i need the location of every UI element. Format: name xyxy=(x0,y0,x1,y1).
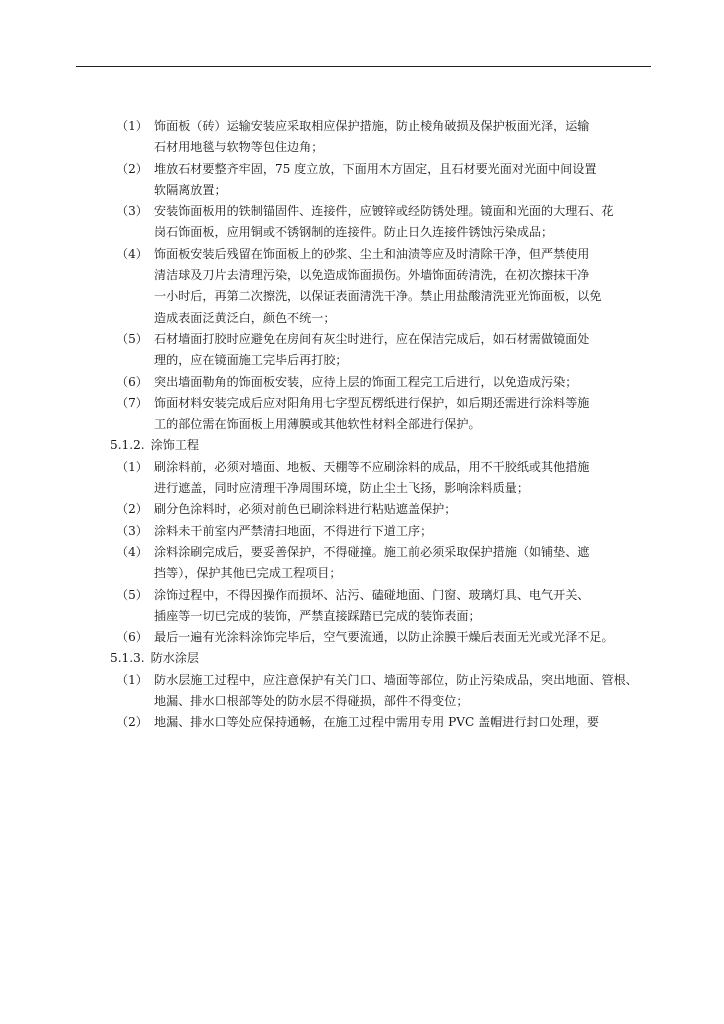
list-item xyxy=(110,329,650,372)
document-body xyxy=(110,116,650,734)
item-number: （7） xyxy=(116,395,148,410)
item-number: （3） xyxy=(116,523,148,538)
item-text-line: 地漏、排水口等处应保持通畅，在施工过程中需用专用 PVC 盖帽进行封口处理，要 xyxy=(154,715,600,730)
section-heading xyxy=(110,648,650,669)
list-item xyxy=(110,372,650,393)
item-text-line: 石材用地毯与软物等包住边角； xyxy=(154,140,324,155)
item-number: （5） xyxy=(116,587,148,602)
list-item xyxy=(110,499,650,520)
section-heading xyxy=(110,435,650,456)
item-number: （1） xyxy=(116,459,148,474)
item-text-line: 工的部位需在饰面板上用薄膜或其他软性材料全部进行保护。 xyxy=(154,417,481,432)
list-item xyxy=(110,393,650,436)
list-item xyxy=(110,116,650,159)
item-text-line: 石材墙面打胶时应避免在房间有灰尘时进行，应在保洁完成后，如石材需做镜面处 xyxy=(154,331,590,346)
item-number: （3） xyxy=(116,204,148,219)
item-text-line: 软隔离放置； xyxy=(154,182,227,197)
item-number: （1） xyxy=(116,672,148,687)
item-text-line: 挡等），保护其他已完成工程项目； xyxy=(154,566,342,581)
list-item xyxy=(110,457,650,500)
item-number: （5） xyxy=(116,331,148,346)
list-item xyxy=(110,521,650,542)
item-number: （1） xyxy=(116,119,148,133)
list-item xyxy=(110,542,650,585)
section-title: 防水涂层 xyxy=(150,651,200,666)
item-text-line: 安装饰面板用的铁制锚固件、连接件，应镀锌或经防锈处理。镜面和光面的大理石、花 xyxy=(154,204,614,219)
list-item xyxy=(110,244,650,329)
item-text-line: 饰面材料安装完成后应对阳角用七字型瓦楞纸进行保护，如后期还需进行涂料等施 xyxy=(154,395,590,410)
list-item xyxy=(110,201,650,244)
item-number: （2） xyxy=(116,161,148,176)
item-number: （6） xyxy=(116,630,148,645)
item-text-line: 一小时后，再第二次擦洗，以保证表面清洗干净。禁止用盐酸清洗亚光饰面板，以免 xyxy=(154,289,602,304)
item-text-line: 刷涂料前，必须对墙面、地板、天棚等不应刷涂料的成品，用不干胶纸或其他措施 xyxy=(154,459,590,474)
item-number: （2） xyxy=(116,715,148,730)
item-text-line: 造成表面泛黄泛白，颜色不统一； xyxy=(154,310,336,325)
item-text-line: 最后一遍有光涂料涂饰完毕后，空气要流通，以防止涂膜干燥后表面无光或光泽不足。 xyxy=(154,630,614,645)
item-text-line: 地漏、排水口根部等处的防水层不得碰损，部件不得变位； xyxy=(154,694,469,709)
list-item xyxy=(110,627,650,648)
item-text-line: 饰面板安装后残留在饰面板上的砂浆、尘土和油渍等应及时清除干净，但严禁使用 xyxy=(154,246,590,261)
list-item xyxy=(110,712,650,733)
section-title: 涂饰工程 xyxy=(150,438,200,453)
item-text-line: 清洁球及刀片去清理污染，以免造成饰面损伤。外墙饰面砖清洗，在初次擦抹干净 xyxy=(154,268,590,283)
item-text-line: 岗石饰面板，应用铜或不锈钢制的连接件。防止日久连接件锈蚀污染成品； xyxy=(154,225,554,240)
section-number: 5.1.2. xyxy=(110,438,145,453)
item-text-line: 插座等一切已完成的装饰，严禁直接踩踏已完成的装饰表面； xyxy=(154,608,481,623)
item-text-line: 进行遮盖，同时应清理干净周围环境，防止尘土飞扬，影响涂料质量； xyxy=(154,481,529,496)
item-number: （6） xyxy=(116,374,148,389)
item-number: （2） xyxy=(116,502,148,517)
item-text-line: 涂料涂刷完成后，要妥善保护，不得碰撞。施工前必须采取保护措施（如铺垫、遮 xyxy=(154,544,590,559)
item-number: （4） xyxy=(116,544,148,559)
section-number: 5.1.3. xyxy=(110,651,145,666)
item-text-line: 涂饰过程中，不得因操作而损坏、沾污、磕碰地面、门窗、玻璃灯具、电气开关、 xyxy=(154,587,590,602)
item-text-line: 理的，应在镜面施工完毕后再打胶； xyxy=(154,353,348,368)
item-text-line: 饰面板（砖）运输安装应采取相应保护措施，防止棱角破损及保护板面光泽，运输 xyxy=(154,119,590,133)
list-item xyxy=(110,585,650,628)
item-text-line: 刷分色涂料时，必须对前色已刷涂料进行粘贴遮盖保护； xyxy=(154,502,457,517)
item-text-line: 堆放石材要整齐牢固，75 度立放，下面用木方固定，且石材要光面对光面中间设置 xyxy=(154,161,597,176)
item-text-line: 涂料未干前室内严禁清扫地面，不得进行下道工序； xyxy=(154,523,433,538)
list-item xyxy=(110,670,650,713)
item-number: （4） xyxy=(116,246,148,261)
item-text-line: 突出墙面勒角的饰面板安装，应待上层的饰面工程完工后进行，以免造成污染； xyxy=(154,374,578,389)
header-rule xyxy=(76,66,651,67)
list-item xyxy=(110,159,650,202)
item-text-line: 防水层施工过程中，应注意保护有关门口、墙面等部位，防止污染成品，突出地面、管根、 xyxy=(154,672,638,687)
